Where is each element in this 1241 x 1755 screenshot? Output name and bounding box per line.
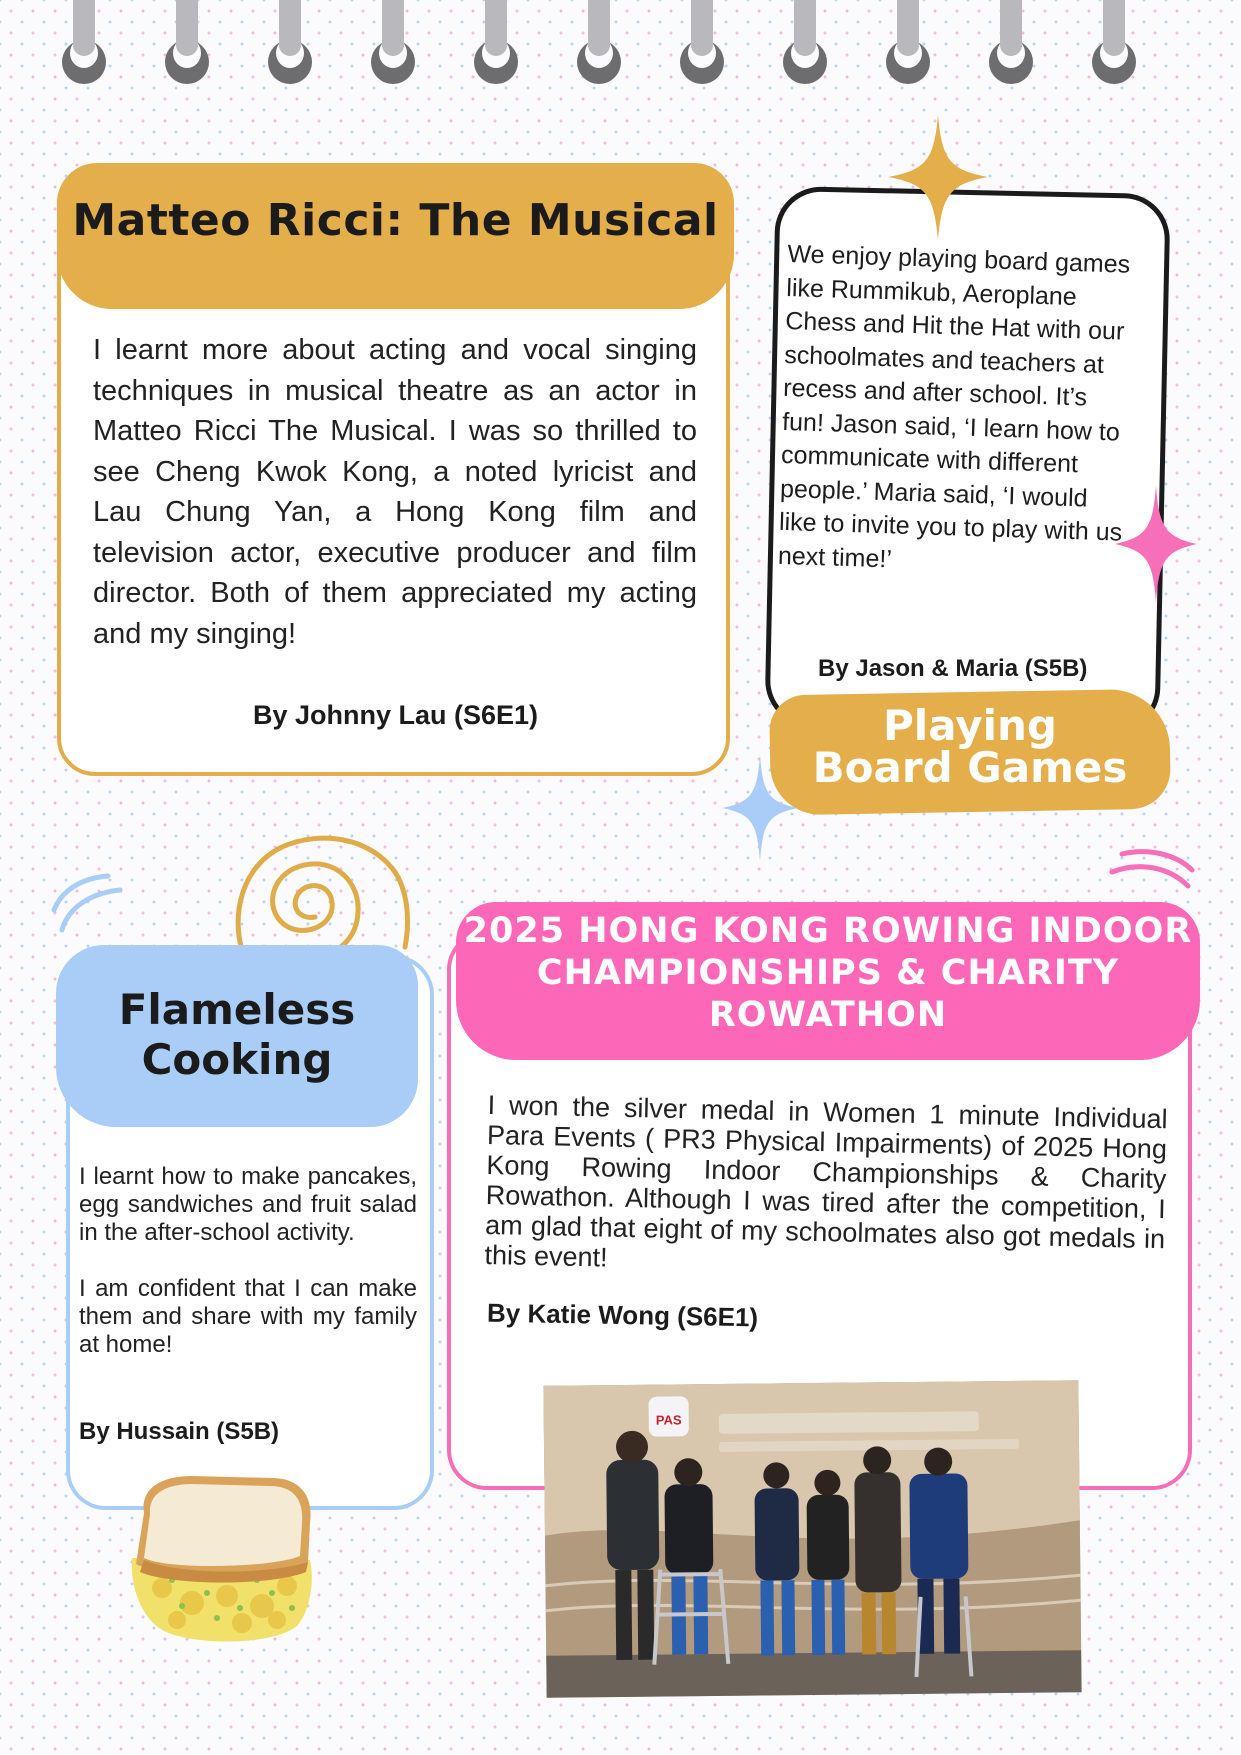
cooking-title-line2: Cooking bbox=[141, 1035, 333, 1084]
board-games-body: We enjoy playing board games like Rummikub, Aeroplane Chess and Hit the Hat with our schoolmates and teachers at recess and after school. It’s fun! Jason said, ‘I learn how to communicate with different people.’ Maria said, ‘I would like to invite you to play with us next time!’ bbox=[777, 239, 1131, 573]
musical-byline: By Johnny Lau (S6E1) bbox=[252, 700, 539, 730]
cooking-body bbox=[79, 1163, 417, 1359]
pink-motion-lines-icon bbox=[1108, 848, 1196, 903]
gold-sparkle-icon bbox=[888, 115, 988, 240]
rowing-title bbox=[456, 910, 1200, 1036]
binding-ring bbox=[474, 0, 514, 84]
cooking-byline: By Hussain (S5B) bbox=[79, 1418, 280, 1445]
cooking-title-line1: Flameless bbox=[118, 985, 356, 1034]
rowing-byline: By Katie Wong (S6E1) bbox=[486, 1297, 759, 1333]
musical-title: Matteo Ricci: The Musical bbox=[72, 195, 719, 246]
board-games-title-line1: Playing bbox=[883, 701, 1057, 750]
group-photo bbox=[543, 1380, 1081, 1698]
binding-ring bbox=[371, 0, 411, 84]
blue-motion-lines-icon bbox=[50, 868, 130, 938]
board-games-title-line2: Board Games bbox=[812, 743, 1128, 792]
svg-text:PAS: PAS bbox=[655, 1412, 682, 1428]
board-games-byline: By Jason & Maria (S5B) bbox=[818, 655, 1088, 682]
school-sign-logo bbox=[649, 1396, 689, 1436]
cooking-paragraph-2: I am confident that I can make them and share with my family at home! bbox=[79, 1275, 417, 1358]
binding-ring bbox=[268, 0, 308, 84]
binding-ring bbox=[1092, 0, 1132, 84]
rowing-body: I won the silver medal in Women 1 minute Individual Para Events ( PR3 Physical Impairments) of 2025 Hong Kong Rowing Indoor Championships & Charity Rowathon. Although I was tired after the competition, I am glad that eight of my schoolmates also got medals in this event! bbox=[484, 1090, 1168, 1273]
binding-ring bbox=[680, 0, 720, 84]
blue-sparkle-icon bbox=[722, 755, 798, 861]
binding-ring bbox=[886, 0, 926, 84]
binding-ring bbox=[165, 0, 205, 84]
cooking-paragraph-1: I learnt how to make pancakes, egg sandwiches and fruit salad in the after-school activity. bbox=[79, 1163, 417, 1246]
binding-ring bbox=[783, 0, 823, 84]
egg-sandwich-icon bbox=[122, 1468, 322, 1653]
board-games-title bbox=[770, 701, 1170, 792]
binding-ring bbox=[577, 0, 617, 84]
binding-ring bbox=[62, 0, 102, 84]
binding-ring bbox=[989, 0, 1029, 84]
cooking-title bbox=[56, 985, 418, 1085]
pink-sparkle-icon bbox=[1115, 485, 1197, 603]
musical-body: I learnt more about acting and vocal singing techniques in musical theatre as an actor in Matteo Ricci The Musical. I was so thrilled to see Cheng Kwok Kong, a noted lyricist and Lau Chung Yan, a Hong Kong film and television actor, executive producer and film director. Both of them appreciated my acting and my singing! bbox=[93, 334, 697, 650]
rowing-title-line1: 2025 HONG KONG ROWING INDOOR bbox=[463, 911, 1193, 951]
rowing-title-line2: CHAMPIONSHIPS & CHARITY bbox=[536, 953, 1120, 993]
rowing-title-line3: ROWATHON bbox=[708, 995, 948, 1035]
spiral-swirl-icon bbox=[220, 822, 415, 952]
